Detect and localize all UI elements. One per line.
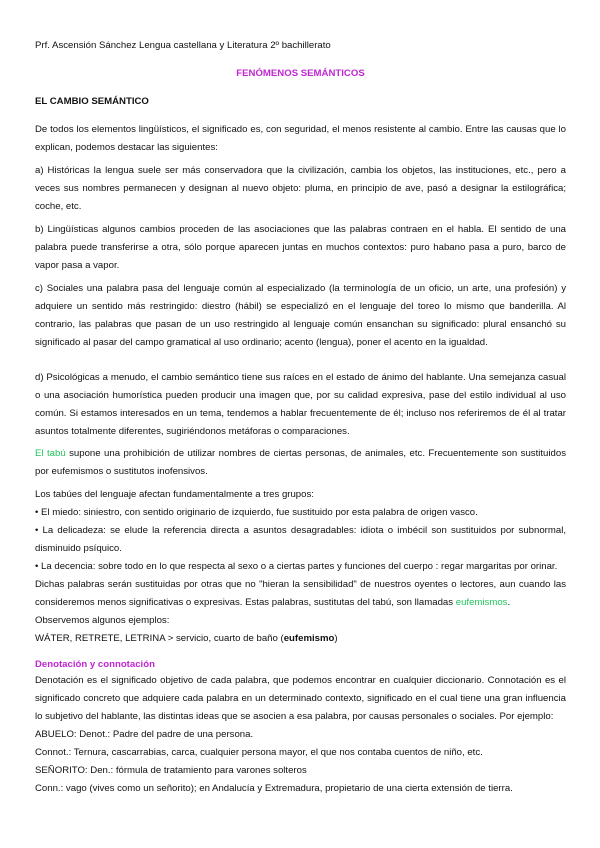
example-text: WÁTER, RETRETE, LETRINA > servicio, cuarto de baño (	[35, 633, 284, 644]
cause-c-paragraph: c) Sociales una palabra pasa del lenguaje común al especializado (la terminología de un oficio, un arte, una profesión) y adquiere un sentido más restringido: diestro (hábil) se especializó en el lenguaje del toreo lo mismo que banderilla. Al contrario, las palabras que pasan de un uso restringido al lenguaje común ensanchan su significado: plural ensanchó su significado al pasar del campo gramatical al uso ordinario; acento (lengua), poner el acento en la igualdad.	[35, 283, 566, 348]
cause-a-paragraph: a) Históricas la lengua suele ser más conservadora que la civilización, cambia los objetos, las instituciones, etc., pero a veces sus nombres permanecen y designan al nuevo objeto: pluma, en principio de ave, pasó a designar la estilográfica; coche, etc.	[35, 165, 566, 212]
examples-intro: Observemos algunos ejemplos:	[35, 615, 170, 626]
section-heading-denotacion: Denotación y connotación	[35, 659, 155, 670]
denotation-example-senorito-connot: Conn.: vago (vives como un señorito); en Andalucía y Extremadura, propietario de una cierta extensión de tierra.	[35, 783, 513, 794]
tabu-text: supone una prohibición de utilizar nombres de ciertas personas, de animales, etc. Frecuentemente son sustituidos por eufemismos o sustitutos inofensivos.	[35, 448, 566, 477]
cause-d-paragraph: d) Psicológicas a menudo, el cambio semántico tiene sus raíces en el estado de ánimo del hablante. Una semejanza casual o una asociación humorística pueden producir una imagen que, por su calidad expresiva, pase del estilo individual al uso común. Si estamos interesados en un tema, tendemos a hablar frecuentemente de él; incluso nos referiremos de él al tratar asuntos totalmente diferentes, sugiriéndonos metáforas o comparaciones.	[35, 372, 566, 437]
denotation-block	[35, 672, 566, 798]
example-line	[35, 630, 566, 648]
eufemismo-paragraph	[35, 576, 566, 612]
tabu-term: El tabú	[35, 448, 66, 459]
tabu-bullet-decencia: • La decencia: sobre todo en lo que respecta al sexo o a ciertas partes y funciones del cuerpo : regar margaritas por orinar.	[35, 561, 558, 572]
section-heading-cambio-semantico: EL CAMBIO SEMÁNTICO	[35, 96, 149, 107]
eufemismo-period: .	[507, 597, 511, 608]
tabu-bullet-miedo: • El miedo: siniestro, con sentido originario de izquierdo, fue sustituido por esta palabra de origen vasco.	[35, 507, 478, 518]
page-title: FENÓMENOS SEMÁNTICOS	[236, 68, 365, 79]
cause-b-paragraph: b) Lingüísticas algunos cambios proceden de las asociaciones que las palabras contraen en el habla. El sentido de una palabra puede transferirse a otra, sólo porque aparecen juntas en muchos contextos: puro habano pasa a puro, barco de vapor pasa a vapor.	[35, 224, 566, 271]
eufemismo-text: Dichas palabras serán sustituidas por otras que no "hieran la sensibilidad" de nuestros oyentes o lectores, aun cuando las consideremos menos significativas o expresivas. Estas palabras, sustitutas del tabú, son llamadas	[35, 579, 566, 608]
tabu-paragraph	[35, 445, 566, 481]
eufemismo-term: eufemismos	[455, 597, 508, 608]
example-term: eufemismo	[283, 633, 335, 644]
tabu-bullet-delicadeza: • La delicadeza: se elude la referencia directa a asuntos desagradables: idiota o imbécil son sustituidos por subnormal, disminuido psíquico.	[35, 525, 566, 554]
denotation-example-abuelo-connot: Connot.: Ternura, cascarrabias, carca, cualquier persona mayor, el que nos contaba cuentos de niño, etc.	[35, 747, 483, 758]
intro-paragraph: De todos los elementos lingüísticos, el significado es, con seguridad, el menos resistente al cambio. Entre las causas que lo explican, podemos destacar las siguientes:	[35, 124, 566, 153]
denotation-example-abuelo: ABUELO: Denot.: Padre del padre de una persona.	[35, 729, 254, 740]
tabu-groups-block	[35, 486, 566, 648]
tabu-groups-intro: Los tabúes del lenguaje afectan fundamentalmente a tres grupos:	[35, 489, 314, 500]
denotation-paragraph: Denotación es el significado objetivo de cada palabra, que podemos encontrar en cualquier diccionario. Connotación es el significado concreto que adquiere cada palabra en un determinado contexto, significado en el cual tiene una gran influencia lo subjetivo del hablante, las distintas ideas que se asocien a esa palabra, por causas personales o sociales. Por ejemplo:	[35, 675, 566, 722]
denotation-example-senorito: SEÑORITO: Den.: fórmula de tratamiento para varones solteros	[35, 765, 307, 776]
example-close: )	[334, 633, 338, 644]
page-header: Prf. Ascensión Sánchez Lengua castellana y Literatura 2º bachillerato	[35, 40, 331, 51]
